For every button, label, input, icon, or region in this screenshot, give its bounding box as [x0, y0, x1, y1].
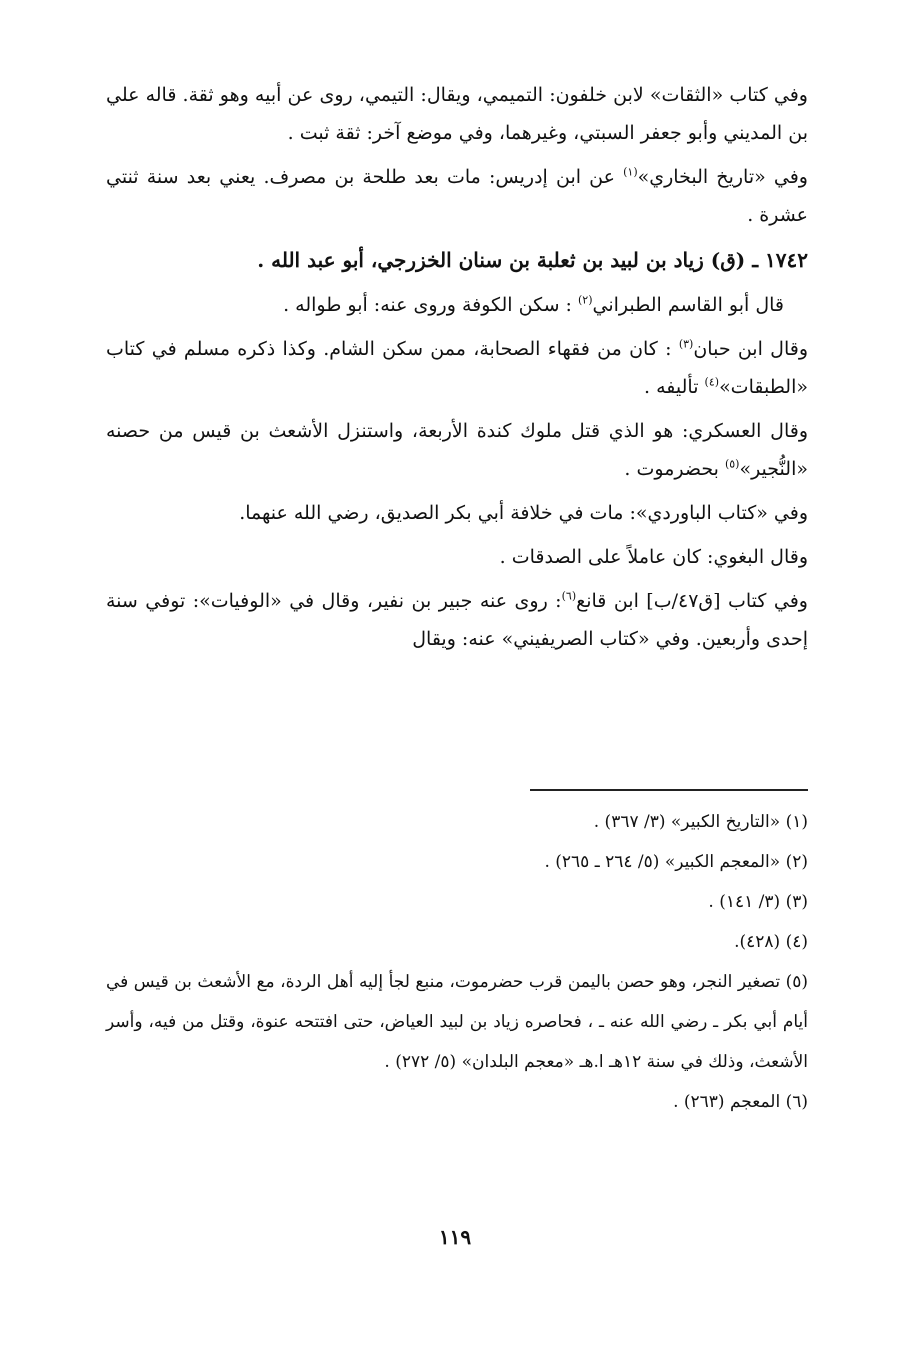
paragraph-text: وفي «تاريخ البخاري» [637, 166, 808, 188]
paragraph-ibn-hibban [106, 330, 808, 406]
footnote-6: (٦) المعجم (٢٦٣) . [673, 1092, 808, 1112]
footnote-separator [530, 789, 808, 791]
page-number: ١١٩ [438, 1225, 472, 1249]
footnote-ref: (٢) [578, 293, 593, 307]
paragraph-text: : روى عنه جبير بن نفير، وقال في «الوفيات»: توفي سنة إحدى وأربعين. وفي «كتاب الصريفيني» عنه: ويقال [106, 590, 808, 650]
paragraph-baghawi: وقال البغوي: كان عاملاً على الصدقات . [499, 546, 808, 568]
footnote-4: (٤) (٤٢٨). [734, 932, 808, 952]
paragraph-bukhari [106, 158, 808, 234]
paragraph-thiqat: وفي كتاب «الثقات» لابن خلفون: التميمي، ويقال: التيمي، روى عن أبيه وهو ثقة. قاله علي بن المديني وأبو جعفر السبتي، وغيرهما، وفي موضع آخر: ثقة ثبت . [106, 84, 808, 144]
footnote-3: (٣) (٣/ ١٤١) . [708, 892, 808, 912]
paragraph-text: وفي كتاب [ق٤٧/ب] ابن قانع [576, 590, 808, 612]
paragraph-bawardi: وفي «كتاب الباوردي»: مات في خلافة أبي بكر الصديق، رضي الله عنهما. [239, 502, 808, 524]
footnote-2: (٢) «المعجم الكبير» (٥/ ٢٦٤ ـ ٢٦٥) . [544, 852, 808, 872]
footnote-5: (٥) تصغير النجر، وهو حصن باليمن قرب حضرموت، منبع لجأ إليه أهل الردة، مع الأشعث بن قيس في أيام أبي بكر ـ رضي الله عنه ـ ، فحاصره زياد بن لبيد العياض، حتى افتتحه عنوة، وقتل من فيه، وأسر الأشعث، وذلك في سنة ١٢هـ ا.هـ «معجم البلدان» (٥/ ٢٧٢) . [106, 972, 808, 1072]
paragraph-text: : سكن الكوفة وروى عنه: أبو طواله . [283, 294, 578, 316]
paragraph-text: وقال العسكري: هو الذي قتل ملوك كندة الأربعة، واستنزل الأشعث بن قيس من حصنه «النُّجير» [106, 420, 808, 480]
footnote-ref: (٣) [678, 337, 694, 351]
paragraph-text: عن ابن إدريس: مات بعد طلحة بن مصرف. يعني بعد سنة ثنتي عشرة . [106, 166, 808, 226]
main-text [106, 76, 808, 664]
footnote-ref: (٤) [704, 375, 720, 389]
footnote-ref: (٦) [561, 589, 577, 603]
paragraph-text: تأليفه . [644, 376, 705, 398]
paragraph-text: : كان من فقهاء الصحابة، ممن سكن الشام. وكذا ذكره مسلم في كتاب «الطبقات» [106, 338, 808, 398]
paragraph-askari [106, 412, 808, 488]
footnote-1: (١) «التاريخ الكبير» (٣/ ٣٦٧) . [593, 812, 808, 832]
paragraph-text: وقال ابن حبان [693, 338, 809, 360]
paragraph-text: قال أبو القاسم الطبراني [592, 294, 784, 316]
footnotes [106, 802, 808, 1122]
entry-heading: ١٧٤٢ ـ (ق) زياد بن لبيد بن ثعلبة بن سنان الخزرجي، أبو عبد الله . [257, 248, 808, 272]
paragraph-ibn-qani [106, 582, 808, 658]
footnote-ref: (٥) [724, 457, 740, 471]
paragraph-text: بحضرموت . [624, 458, 725, 480]
paragraph-tabarani [106, 286, 808, 324]
footnote-ref: (١) [623, 165, 638, 179]
